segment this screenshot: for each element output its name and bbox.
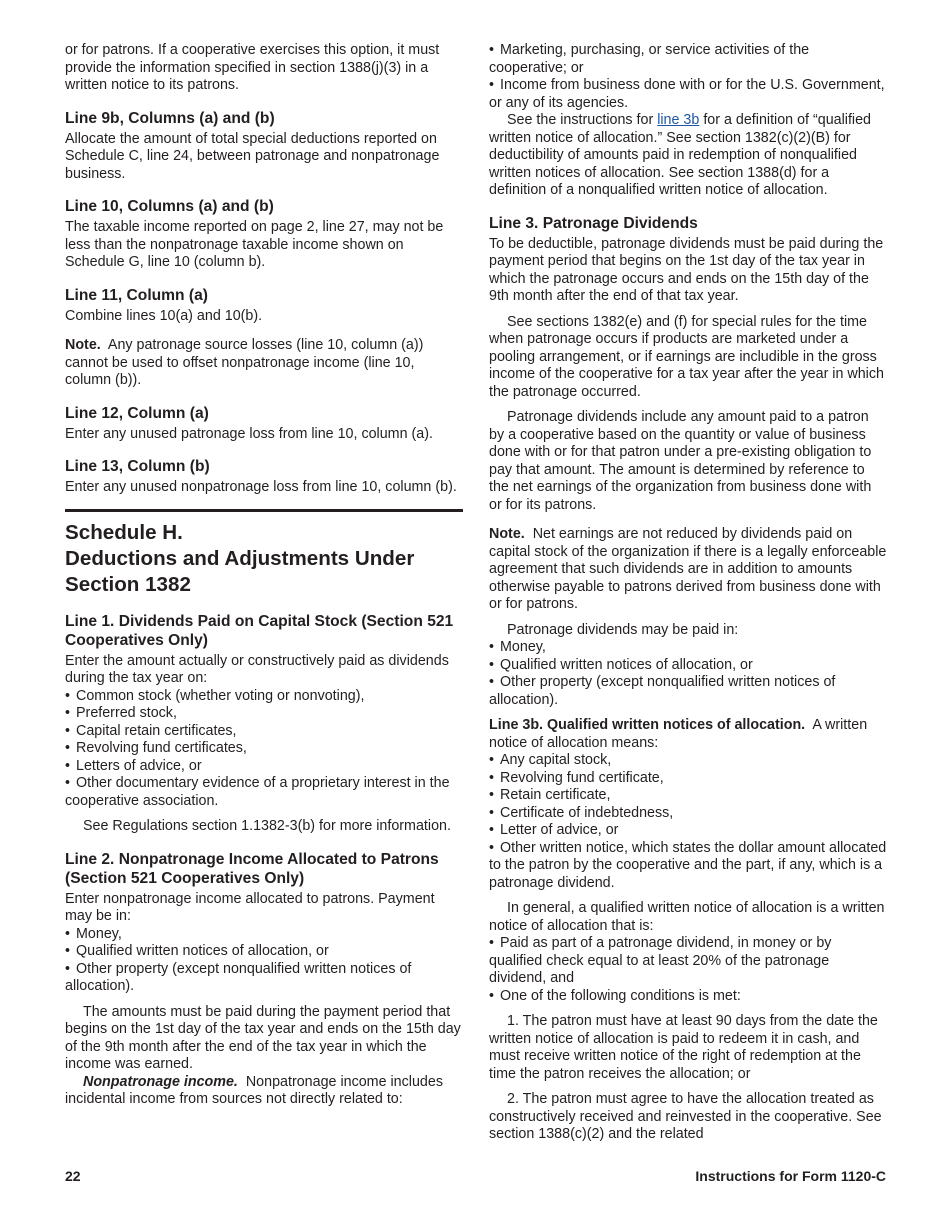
activity-list (489, 42, 887, 112)
line-3-paragraph-1: To be deductible, patronage dividends must be paid during the payment period that begins on the 1st day of the tax year in which the patronage occurs and ends on the 15th day of the 9th month after the end of that tax year. (489, 235, 884, 304)
line-13-text: Enter any unused nonpatronage loss from line 10, column (b). (65, 479, 457, 495)
schedule-h-title-line2: Deductions and Adjustments Under (65, 546, 415, 570)
condition-2: 2. The patron must agree to have the allocation treated as constructively received and reinvested in the cooperative. See section 1388(c)(2) and the related (489, 1091, 882, 1142)
line-10-heading: Line 10, Columns (a) and (b) (65, 198, 274, 215)
line-12-heading: Line 12, Column (a) (65, 404, 209, 422)
h-line-1-see: See Regulations section 1.1382-3(b) for more information. (83, 818, 451, 834)
line-3b-text: A written notice of allocation means: (489, 717, 868, 751)
line-12-text: Enter any unused patronage loss from line 10, column (a). (65, 425, 433, 442)
note-paragraph (489, 526, 887, 614)
intro-text: or for patrons. If a cooperative exercises this option, it must provide the information specified in section 1388(j)(3) in a written notice to its patrons. (65, 42, 440, 93)
note-text: Any patronage source losses (line 10, column (a)) cannot be used to offset nonpatronage income (line 10, column (b)). (65, 337, 424, 388)
page-number: 22 (65, 1168, 81, 1184)
line-9b-text: Allocate the amount of total special deductions reported on Schedule C, line 24, between patronage and nonpatronage business. (65, 130, 440, 182)
line-3-paragraph-3: Patronage dividends include any amount paid to a patron by a cooperative based on the quantity or value of business done with or for that patron under a pre-existing obligation to pay that amount. The amount is determined by reference to the net earnings of the organization from business done with or for its patrons. (489, 409, 872, 513)
list-item: • Revolving fund certificate, (489, 769, 664, 786)
general-list (489, 935, 887, 1005)
line-3b-label: Line 3b. Qualified written notices of allocation. (489, 717, 806, 733)
line-10-text: The taxable income reported on page 2, line 27, may not be less than the nonpatronage taxable income shown on Schedule G, line 10 (column b). (65, 219, 444, 270)
note-paragraph (65, 337, 463, 390)
general-paragraph: In general, a qualified written notice of allocation is a written notice of allocation that is: (489, 900, 885, 934)
note-label: Note. (65, 337, 101, 353)
line-3b-link[interactable]: line 3b (657, 112, 700, 128)
line-3-paragraph-2: See sections 1382(e) and (f) for special rules for the time when patronage occurs if products are marketed under a pooling arrangement, or if earnings are includible in the gross income of the cooperative for a tax year after the year in which the patronage occurred. (489, 313, 884, 400)
line-11-heading: Line 11, Column (a) (65, 286, 208, 304)
list-item: • Other property (except nonqualified written notices of allocation). (489, 674, 836, 708)
list-item: • Money, (489, 639, 546, 655)
nonpatronage-text: Nonpatronage income includes incidental income from sources not directly related to: (65, 1073, 443, 1107)
list-item: • Common stock (whether voting or nonvoting), (65, 687, 365, 704)
condition-1: 1. The patron must have at least 90 days from the date the written notice of allocation is paid to redeem it in cash, and must receive written notice of the right of redemption at the time the patron receives the allocation; or (489, 1013, 878, 1082)
list-item: • One of the following conditions is met: (489, 987, 741, 1004)
list-item: • Other property (except nonqualified written notices of allocation). (65, 960, 412, 994)
line-3-heading: Line 3. Patronage Dividends (489, 214, 698, 232)
see-instructions-paragraph: See the instructions for line 3b for a definition of “qualified written notice of allocation.” See section 1382(c)(2)(B) for deductibility of amounts paid in redemption of nonqualified written notices of allocation. See section 1388(d) for a definition of a nonqualified written notice of allocation. (489, 112, 872, 198)
left-column (65, 42, 463, 1109)
h-line-1-heading: Line 1. Dividends Paid on Capital Stock (Section 521 Cooperatives Only) (65, 612, 454, 649)
line-11-text: Combine lines 10(a) and 10(b). (65, 307, 263, 324)
list-item: • Revolving fund certificates, (65, 740, 247, 756)
line-9b-heading: Line 9b, Columns (a) and (b) (65, 109, 275, 127)
list-item: • Marketing, purchasing, or service activities of the cooperative; or (489, 42, 810, 76)
list-item: • Certificate of indebtedness, (489, 804, 674, 821)
list-item: • Retain certificate, (489, 787, 611, 803)
h-line-2-list (65, 926, 463, 996)
paid-in-text: Patronage dividends may be paid in: (507, 621, 739, 638)
nonpatronage-paragraph (65, 1074, 463, 1109)
list-item: • Qualified written notices of allocation, or (65, 943, 329, 959)
list-item: • Letter of advice, or (489, 822, 619, 838)
note-label: Note. (489, 526, 525, 542)
form-title: Instructions for Form 1120-C (695, 1168, 886, 1184)
list-item: • Qualified written notices of allocation, or (489, 656, 753, 673)
h-line-2-paragraph: The amounts must be paid during the payment period that begins on the 1st day of the tax year and ends on the 15th day of the 9th month after the end of the tax year in which the income was earned. (65, 1003, 461, 1072)
schedule-h-title (65, 520, 463, 598)
h-line-2-text: Enter nonpatronage income allocated to patrons. Payment may be in: (65, 890, 435, 924)
h-line-1-text: Enter the amount actually or constructively paid as dividends during the tax year on: (65, 652, 449, 686)
note-text: Net earnings are not reduced by dividends paid on capital stock of the organization if there is a legally enforceable agreement that such dividends are in addition to amounts otherwise payable to patrons derived from business done with or for patrons. (489, 526, 887, 612)
line-13-heading: Line 13, Column (b) (65, 458, 210, 475)
right-column (489, 42, 887, 1144)
list-item: • Other written notice, which states the dollar amount allocated to the patron by the cooperative and the part, if any, which is a patronage dividend. (489, 839, 887, 891)
list-item: • Other documentary evidence of a proprietary interest in the cooperative association. (65, 775, 450, 809)
line-3b-paragraph (489, 717, 887, 752)
schedule-h-divider (65, 509, 463, 598)
h-line-2-heading: Line 2. Nonpatronage Income Allocated to Patrons (Section 521 Cooperatives Only) (65, 850, 439, 887)
line-3b-list (489, 752, 887, 892)
schedule-h-title-line1: Schedule H. (65, 520, 183, 544)
list-item: • Paid as part of a patronage dividend, in money or by qualified check equal to at least 20% of the patronage dividend, and (489, 935, 832, 986)
list-item: • Letters of advice, or (65, 757, 202, 774)
paid-in-list (489, 639, 887, 709)
h-line-1-list (65, 688, 463, 811)
list-item: • Money, (65, 925, 122, 942)
list-item: • Preferred stock, (65, 705, 177, 721)
list-item: • Any capital stock, (489, 752, 612, 768)
nonpatronage-label: Nonpatronage income. (83, 1073, 238, 1090)
schedule-h-title-line3: Section 1382 (65, 572, 191, 596)
list-item: • Capital retain certificates, (65, 722, 237, 739)
list-item: • Income from business done with or for the U.S. Government, or any of its agencies. (489, 77, 885, 111)
